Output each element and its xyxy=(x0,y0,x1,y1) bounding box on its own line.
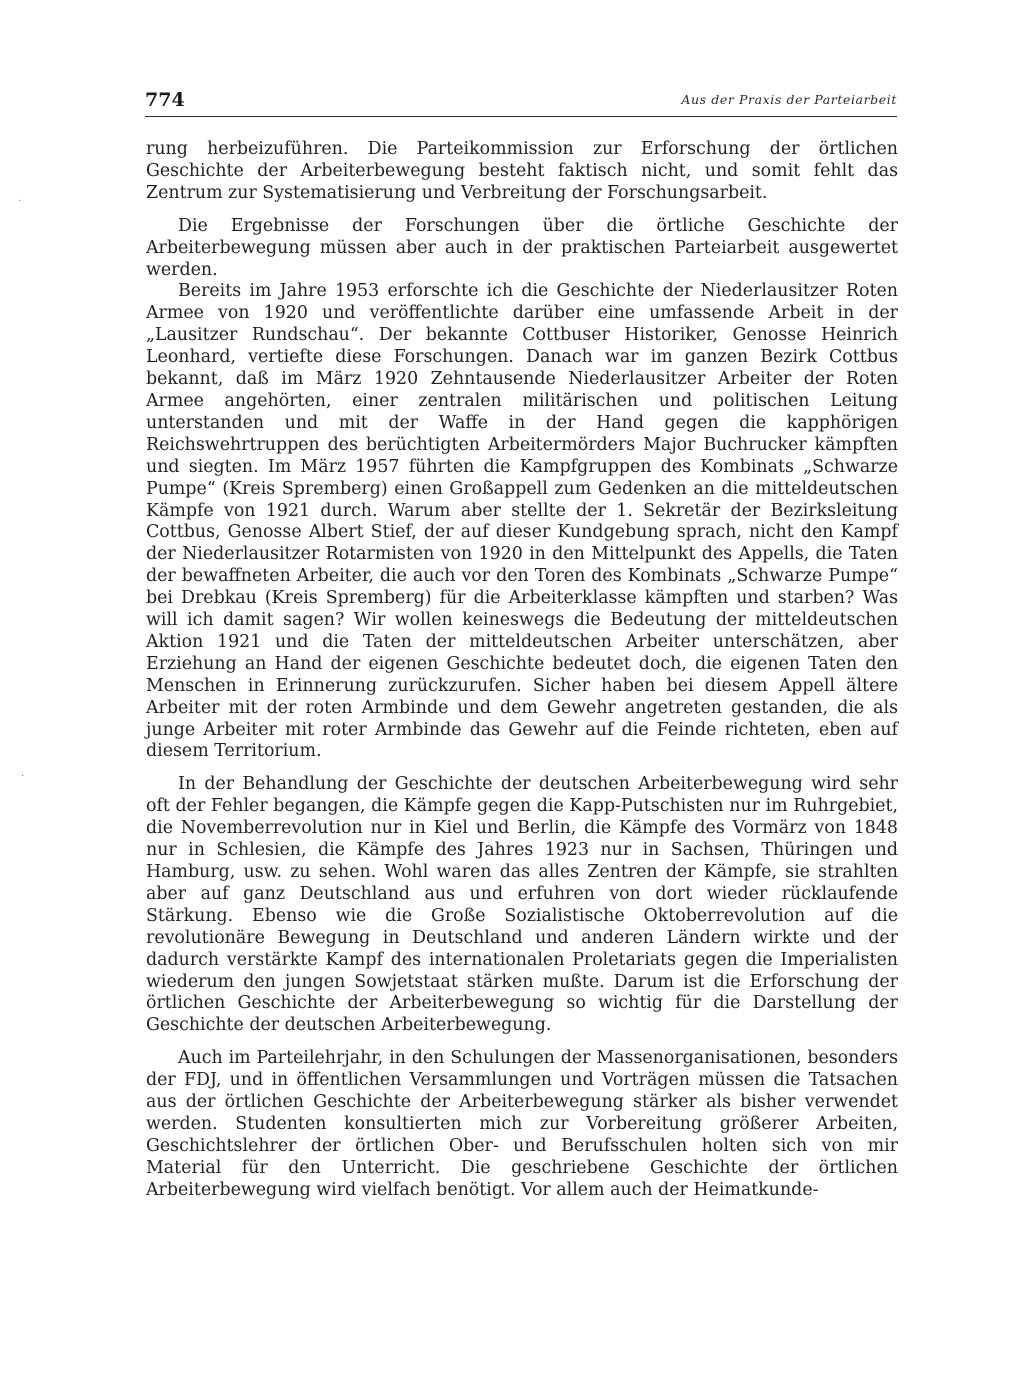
paragraph-5: Auch im Parteilehrjahr, in den Schulungen der Massenorganisationen, besonders der FDJ, und in öffentlichen Versammlungen und Vorträgen müssen die Tatsachen aus der örtlichen Geschichte der Arbeiterbewegung stärker als bisher verwendet werden. Studenten konsultierten mich zur Vorbereitung größerer Arbeiten, Geschichtslehrer der örtlichen Ober- und Berufsschulen holten sich von mir Material für den Unterricht. Die geschriebene Geschichte der örtlichen Arbeiterbewegung wird vielfach benötigt. Vor allem auch der Heimatkunde- xyxy=(146,1048,898,1200)
paragraph-3: Bereits im Jahre 1953 erforschte ich die Geschichte der Niederlausitzer Roten Armee von 1920 und veröffentlichte darüber eine umfassende Arbeit in der „Lausitzer Rundschau“. Der bekannte Cottbuser Historiker, Genosse Heinrich Leonhard, vertiefte diese Forschungen. Danach war im ganzen Bezirk Cottbus bekannt, daß im März 1920 Zehntausende Niederlausitzer Arbeiter der Roten Armee angehörten, einer zentralen militärischen und politischen Leitung unterstanden und mit der Waffe in der Hand gegen die kapphörigen Reichswehrtruppen des berüchtigten Arbeitermörders Major Buchrucker kämpften und siegten. Im März 1957 führten die Kampfgruppen des Kombinats „Schwarze Pumpe“ (Kreis Spremberg) einen Großappell zum Gedenken an die mitteldeutschen Kämpfe von 1921 durch. Warum aber stellte der 1. Sekretär der Bezirksleitung Cottbus, Genosse Albert Stief, der auf dieser Kundgebung sprach, nicht den Kampf der Niederlausitzer Rotarmisten von 1920 in den Mittelpunkt des Appells, die Taten der bewaffneten Arbeiter, die auch vor den Toren des Kombinats „Schwarze Pumpe“ bei Drebkau (Kreis Spremberg) für die Arbeiterklasse kämpften und starben? Was will ich damit sagen? Wir wollen keineswegs die Bedeutung der mitteldeutschen Aktion 1921 und die Taten der mitteldeutschen Arbeiter unterschätzen, aber Erziehung an Hand der eigenen Geschichte bedeutet doch, die eigenen Taten den Menschen in Erinnerung zurückzurufen. Sicher haben bei diesem Appell ältere Arbeiter mit der roten Armbinde und dem Gewehr angetreten gestanden, die als junge Arbeiter mit roter Armbinde das Gewehr auf die Feinde richteten, eben auf diesem Territorium. xyxy=(146,281,898,762)
paragraph-2: Die Ergebnisse der Forschungen über die örtliche Geschichte der Arbeiterbewegung müssen aber auch in der praktischen Parteiarbeit ausgewertet werden. xyxy=(146,215,898,280)
paragraph-1: rung herbeizuführen. Die Parteikommission zur Erforschung der örtlichen Geschichte der Arbeiterbewegung besteht faktisch nicht, und somit fehlt das Zentrum zur Systematisierung und Verbreitung der Forschungsarbeit. xyxy=(146,139,898,203)
margin-speck: · xyxy=(21,771,25,782)
paragraph-4: In der Behandlung der Geschichte der deutschen Arbeiterbewegung wird sehr oft der Fehler begangen, die Kämpfe gegen die Kapp-Putschisten nur im Ruhrgebiet, die Novemberrevolution nur in Kiel und Berlin, die Kämpfe des Vormärz von 1848 nur in Schlesien, die Kämpfe des Jahres 1923 nur in Sachsen, Thüringen und Hamburg, usw. zu sehen. Wohl waren das alles Zentren der Kämpfe, sie strahlten aber auf ganz Deutschland aus und erfuhren von dort wieder rücklaufende Stärkung. Ebenso wie die Große Sozialistische Oktoberrevolution auf die revolutionäre Bewegung in Deutschland und anderen Ländern wirkte und der dadurch verstärkte Kampf des internationalen Proletariats gegen die Imperialisten wiederum den jungen Sowjetstaat stärken mußte. Darum ist die Erforschung der örtlichen Geschichte der Arbeiterbewegung so wichtig für die Darstellung der Geschichte der deutschen Arbeiterbewegung. xyxy=(146,774,898,1036)
page-number: 774 xyxy=(145,89,185,111)
running-head: Aus der Praxis der Parteiarbeit xyxy=(681,92,897,107)
page-header xyxy=(145,88,897,117)
margin-speck: · xyxy=(18,196,22,207)
body-text xyxy=(146,139,898,1202)
